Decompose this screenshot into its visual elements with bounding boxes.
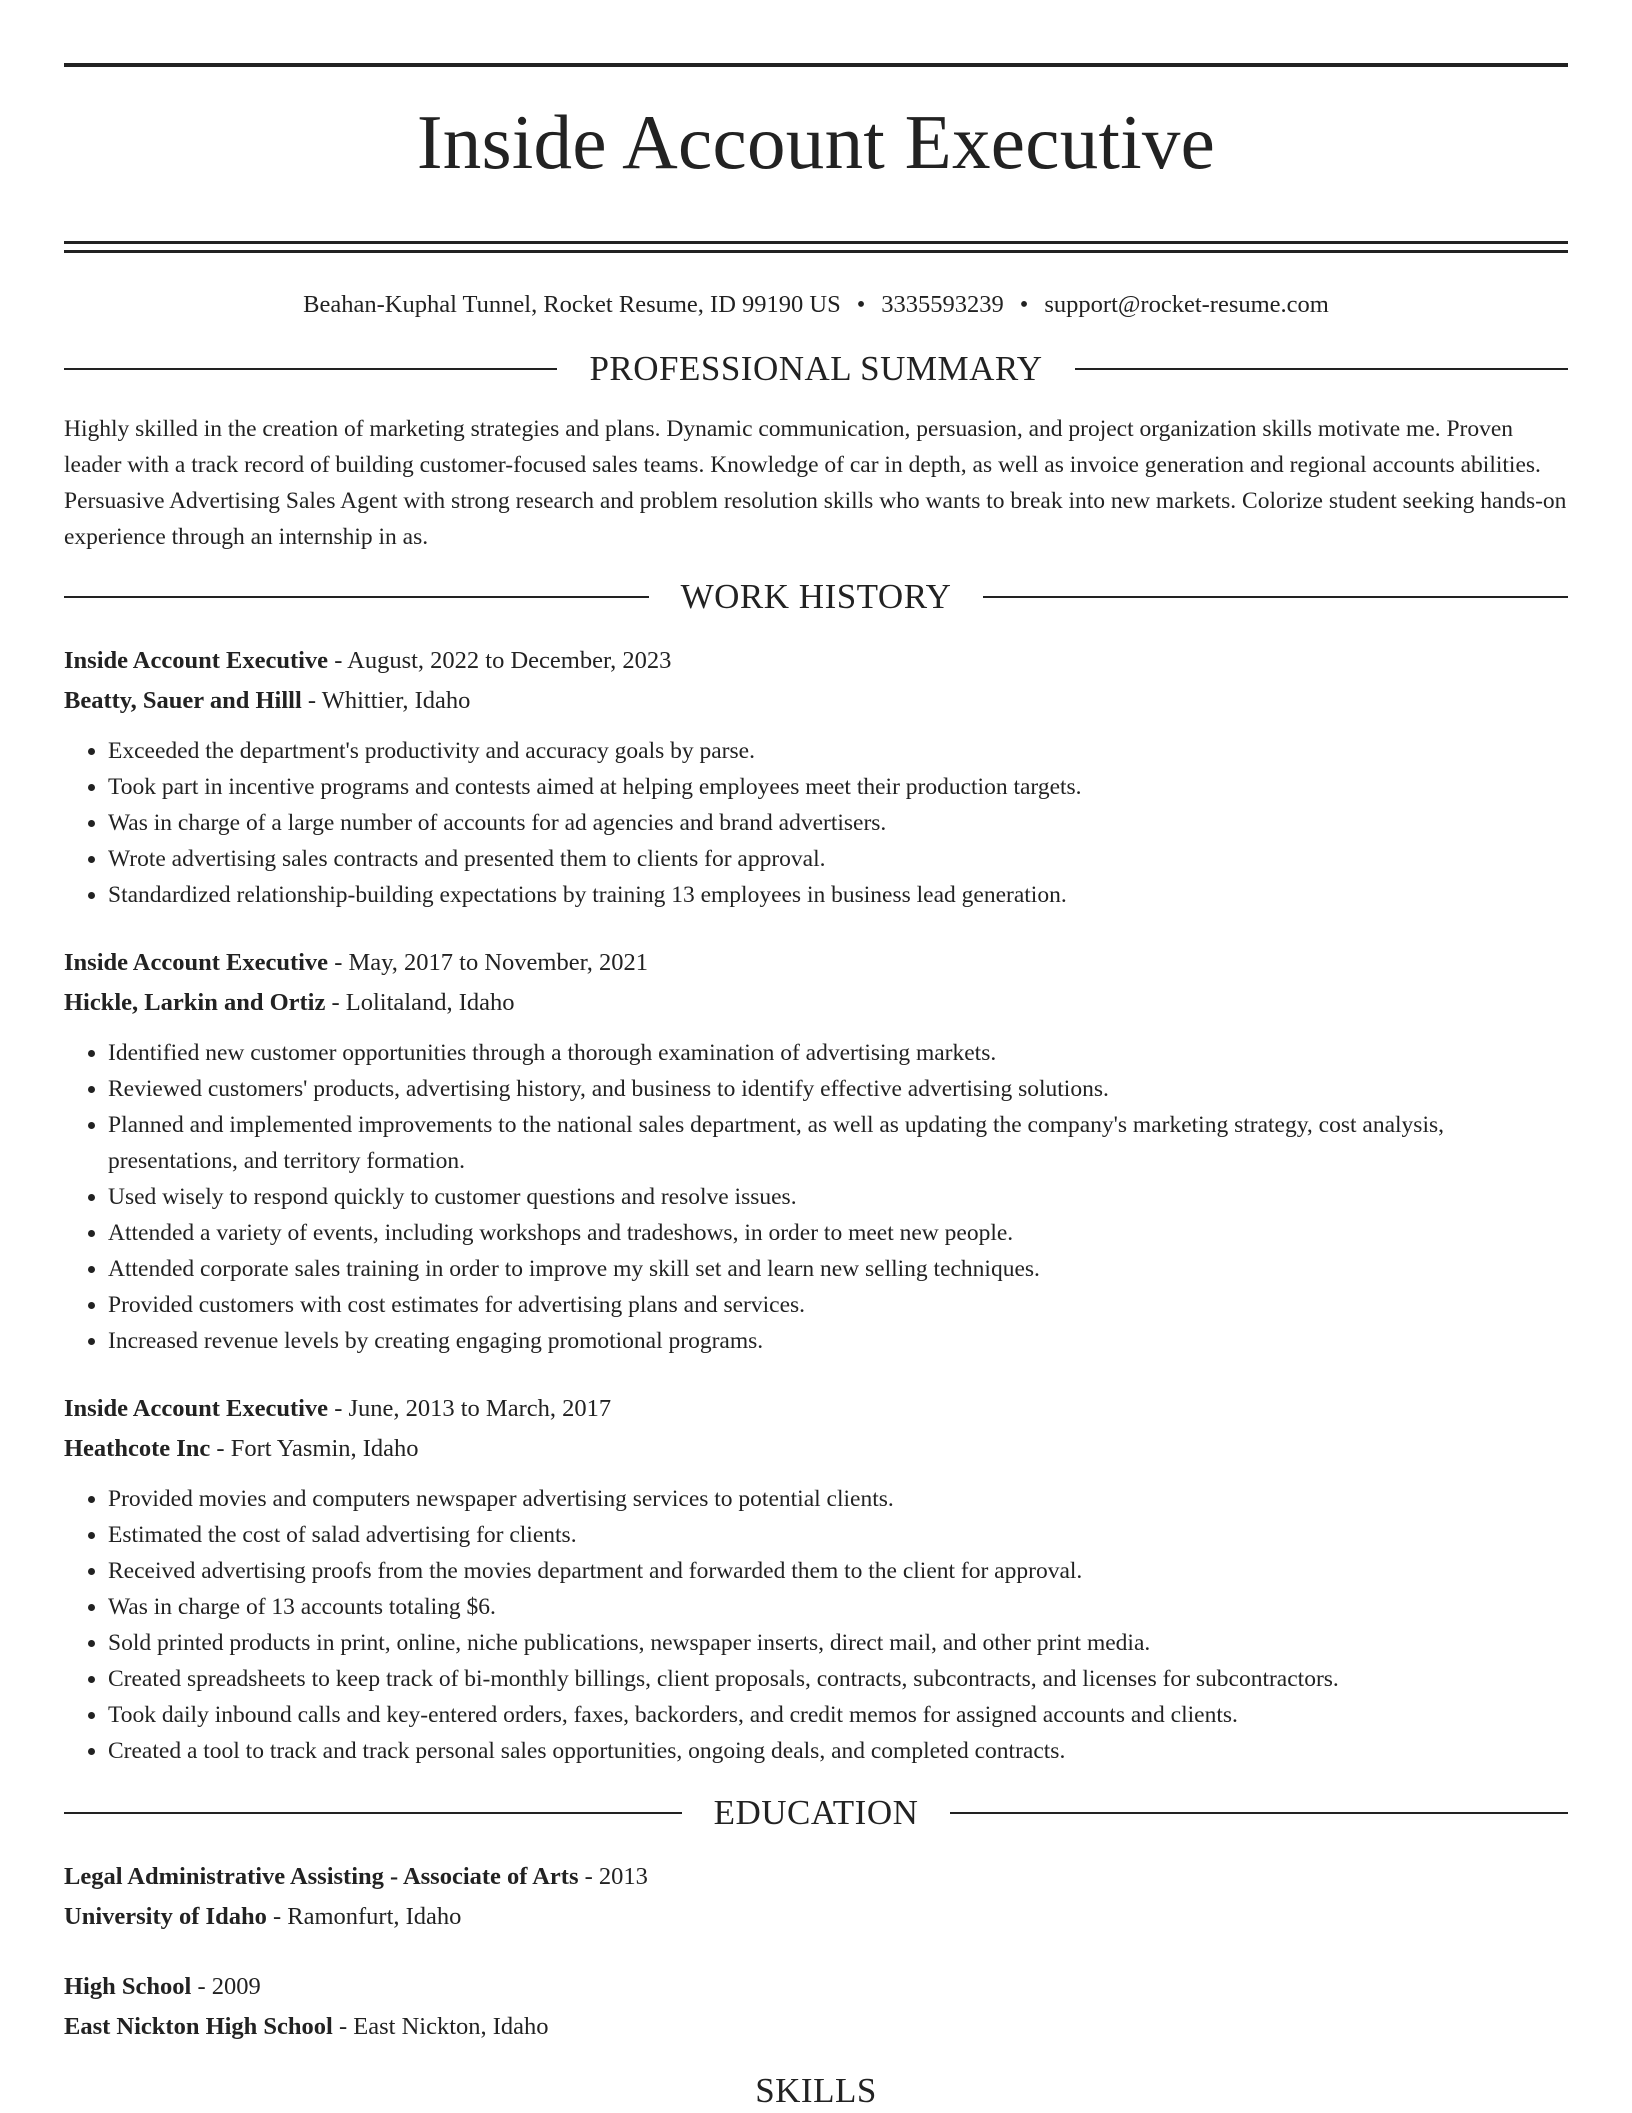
heading-rule-right [983,596,1568,598]
job-company-line [64,681,1568,721]
education-location: - East Nickton, Idaho [332,2012,549,2040]
education-degree-line [64,1857,1568,1897]
title-double-rule [64,241,1568,253]
list-item: • Exceeded the department's productivity and accuracy goals by parse. [108,733,1568,769]
education-degree: High School [64,1972,192,2000]
education-degree-line [64,1967,1568,2007]
list-item: • Wrote advertising sales contracts and presented them to clients for approval. [108,841,1568,877]
contact-separator: • [856,290,866,318]
job-bullets [64,1481,1568,1769]
section-title: SKILLS [755,2070,877,2110]
job-company: Heathcote Inc [64,1434,211,1462]
section-heading-skills [64,2069,1568,2113]
list-item: • Standardized relationship-building expectations by training 13 employees in business lead generation. [108,877,1568,913]
education-year: - 2009 [191,1972,261,2000]
job-dates: - August, 2022 to December, 2023 [328,646,672,674]
list-item: • Took part in incentive programs and contests aimed at helping employees meet their production targets. [108,769,1568,805]
education-entry [64,1967,1568,2047]
job-entry [64,943,1568,1359]
section-title: EDUCATION [713,1792,919,1832]
education-school: University of Idaho [64,1902,267,1930]
section-heading-work-history [64,575,1568,619]
section-heading-summary [64,347,1568,391]
resume-page [64,0,1568,2113]
education-degree: Legal Administrative Assisting - Associate of Arts [64,1862,579,1890]
list-item: • Created a tool to track and track personal sales opportunities, ongoing deals, and completed contracts. [108,1733,1568,1769]
heading-rule-left [64,596,649,598]
job-dates: - June, 2013 to March, 2017 [328,1394,612,1422]
section-title: WORK HISTORY [680,576,952,616]
list-item: • Increased revenue levels by creating engaging promotional programs. [108,1323,1568,1359]
list-item: • Reviewed customers' products, advertising history, and business to identify effective advertising solutions. [108,1071,1568,1107]
contact-phone: 3335593239 [881,290,1004,318]
list-item: • Provided movies and computers newspaper advertising services to potential clients. [108,1481,1568,1517]
list-item: • Created spreadsheets to keep track of bi-monthly billings, client proposals, contracts, subcontracts, and licenses for subcontractors. [108,1661,1568,1697]
job-dates: - May, 2017 to November, 2021 [328,948,649,976]
education-school: East Nickton High School [64,2012,333,2040]
list-item: • Was in charge of 13 accounts totaling $6. [108,1589,1568,1625]
job-location: - Whittier, Idaho [301,686,471,714]
list-item: • Planned and implemented improvements to the national sales department, as well as updating the company's marketing strategy, cost analysis, presentations, and territory formation. [108,1107,1568,1179]
job-company: Beatty, Sauer and Hilll [64,686,302,714]
job-title: Inside Account Executive [64,646,329,674]
resume-title: Inside Account Executive [416,99,1216,185]
section-heading-education [64,1791,1568,1835]
contact-email: support@rocket-resume.com [1044,290,1329,318]
list-item: • Sold printed products in print, online, niche publications, newspaper inserts, direct mail, and other print media. [108,1625,1568,1661]
heading-rule-right [950,1812,1568,1814]
summary-text: Highly skilled in the creation of marketing strategies and plans. Dynamic communication, persuasion, and project organization skills motivate me. Proven leader with a track record of building customer-focused sales teams. Knowledge of car in depth, as well as invoice generation and regional accounts abilities. Persuasive Advertising Sales Agent with strong research and problem resolution skills who wants to break into new markets. Colorize student seeking hands-on experience through an internship in as. [64,415,1567,550]
job-title-line [64,641,1568,681]
contact-address: Beahan-Kuphal Tunnel, Rocket Resume, ID 99190 US [303,290,841,318]
list-item: • Took daily inbound calls and key-entered orders, faxes, backorders, and credit memos for assigned accounts and clients. [108,1697,1568,1733]
list-item: • Received advertising proofs from the movies department and forwarded them to the client for approval. [108,1553,1568,1589]
top-rule [64,63,1568,67]
job-title: Inside Account Executive [64,1394,329,1422]
list-item: • Estimated the cost of salad advertising for clients. [108,1517,1568,1553]
education-entry [64,1857,1568,1937]
contact-line [64,289,1568,321]
job-entry [64,1389,1568,1769]
heading-rule-left [64,1812,682,1814]
education-year: - 2013 [578,1862,648,1890]
job-bullets [64,733,1568,913]
education-school-line [64,2007,1568,2047]
job-title-line [64,943,1568,983]
section-title: PROFESSIONAL SUMMARY [589,348,1043,388]
list-item: • Provided customers with cost estimates for advertising plans and services. [108,1287,1568,1323]
contact-separator: • [1019,290,1029,318]
list-item: • Attended a variety of events, including workshops and tradeshows, in order to meet new people. [108,1215,1568,1251]
heading-rule-right [909,2090,1568,2092]
job-location: - Lolitaland, Idaho [325,988,515,1016]
heading-rule-left [64,2090,723,2092]
job-title: Inside Account Executive [64,948,329,976]
list-item: • Was in charge of a large number of accounts for ad agencies and brand advertisers. [108,805,1568,841]
job-entry [64,641,1568,913]
education-location: - Ramonfurt, Idaho [266,1902,462,1930]
education-school-line [64,1897,1568,1937]
heading-rule-right [1075,368,1568,370]
job-location: - Fort Yasmin, Idaho [210,1434,419,1462]
job-company-line [64,1429,1568,1469]
job-bullets [64,1035,1568,1359]
list-item: • Identified new customer opportunities through a thorough examination of advertising markets. [108,1035,1568,1071]
heading-rule-left [64,368,557,370]
job-company: Hickle, Larkin and Ortiz [64,988,326,1016]
list-item: • Attended corporate sales training in order to improve my skill set and learn new selling techniques. [108,1251,1568,1287]
job-title-line [64,1389,1568,1429]
list-item: • Used wisely to respond quickly to customer questions and resolve issues. [108,1179,1568,1215]
job-company-line [64,983,1568,1023]
